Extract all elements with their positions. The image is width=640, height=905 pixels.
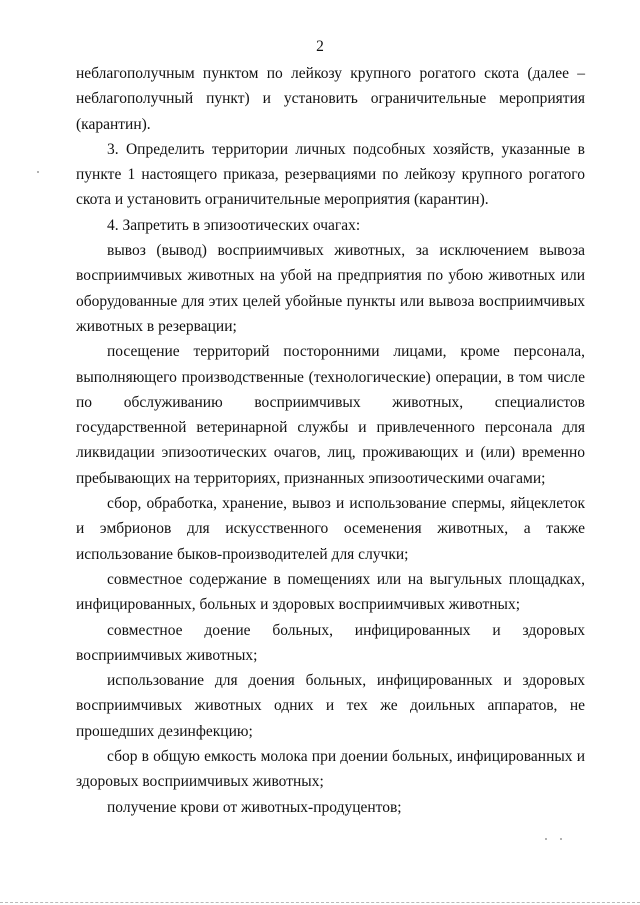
scan-speck <box>37 171 39 173</box>
paragraph-prohibition-joint-keeping: совместное содержание в помещениях или на выгульных площадках, инфицированных, больных и здоровых восприимчивых животных; <box>76 570 585 614</box>
scan-edge-line <box>0 902 640 903</box>
paragraph-prohibition-milking-machines: использование для доения больных, инфицированных и здоровых восприимчивых животных одних и тех же доильных аппаратов, не прошедших дезинфекцию; <box>76 672 585 740</box>
paragraph-prohibition-milk-collection: сбор в общую емкость молока при доении больных, инфицированных и здоровых восприимчивых животных; <box>76 748 585 791</box>
paragraph-prohibition-semen: сбор, обработка, хранение, вывоз и использование спермы, яйцеклеток и эмбрионов для искусственного осеменения животных, а также использование быков-производителей для случки; <box>76 495 585 563</box>
paragraph-prohibition-joint-milking: совместное доение больных, инфицированных и здоровых восприимчивых животных; <box>76 621 585 664</box>
paragraph-prohibition-visits: посещение территорий посторонними лицами, кроме персонала, выполняющего производственные (технологические) операции, в том числе по обслуживанию восприимчивых животных, специалистов государственной ветеринарной службы и привлеченного персонала для ликвидации эпизоотических очагов, лиц, проживающих и (или) временно пребывающих на территориях, признанных эпизоотическими очагами; <box>76 343 585 487</box>
page-number: 2 <box>316 38 324 55</box>
paragraph-item-4: 4. Запретить в эпизоотических очагах: <box>107 216 361 234</box>
document-body <box>76 61 585 820</box>
scan-speck <box>560 838 562 840</box>
paragraph-item-3: 3. Определить территории личных подсобных хозяйств, указанные в пункте 1 настоящего приказа, резервациями по лейкозу крупного рогатого скота и установить ограничительные мероприятия (карантин). <box>76 140 585 209</box>
paragraph-prohibition-export: вывоз (вывод) восприимчивых животных, за исключением вывоза восприимчивых животных на убой на предприятия по убою животных или оборудованные для этих целей убойные пункты или вывоза восприимчивых животных в резервации; <box>76 242 585 335</box>
paragraph-prohibition-blood: получение крови от животных-продуцентов; <box>107 798 402 816</box>
scan-speck <box>545 838 547 840</box>
paragraph-continuation: неблагополучным пунктом по лейкозу крупного рогатого скота (далее – неблагополучный пункт) и установить ограничительные мероприятия (карантин). <box>76 65 585 133</box>
